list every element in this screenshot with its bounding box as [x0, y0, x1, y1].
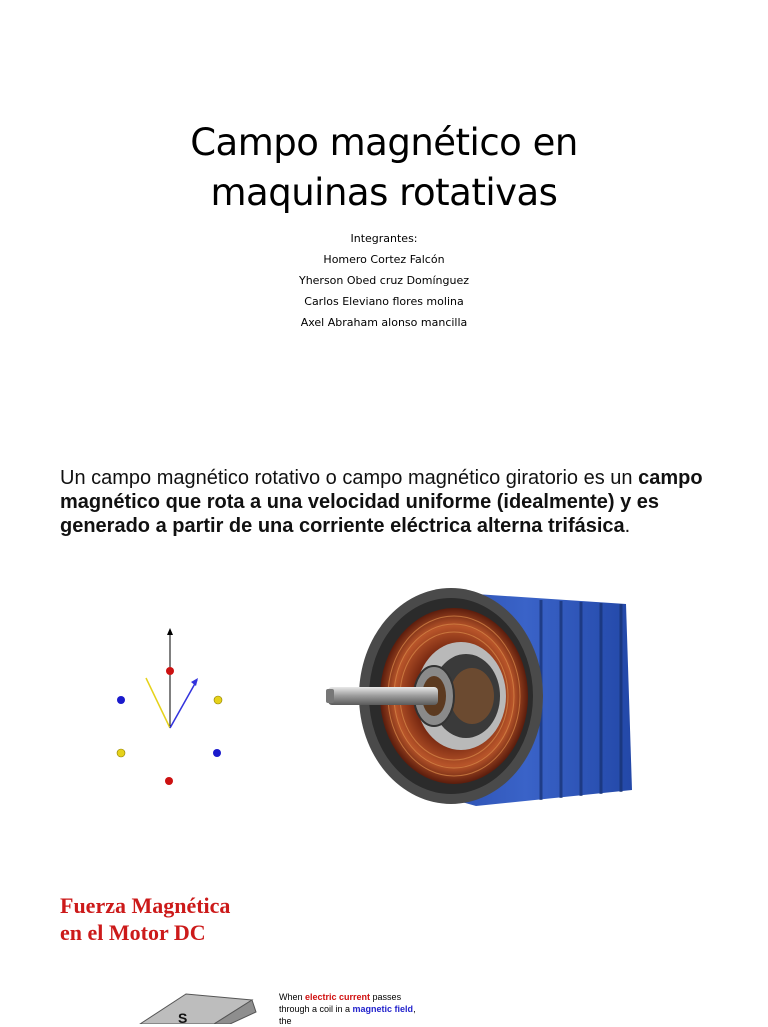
phase-dot-yellow: [214, 696, 222, 704]
caption-text: , the: [279, 1004, 416, 1026]
caption-text: passes through a coil in a: [279, 992, 402, 1014]
caption-text: When: [279, 992, 306, 1002]
dc-heading-line-2: en el Motor DC: [60, 920, 206, 945]
page-title: [0, 118, 768, 218]
phase-dot-blue: [117, 696, 125, 704]
members-list: [0, 228, 768, 333]
blue-vector-arrowhead: [191, 678, 198, 686]
dc-motor-caption: [279, 991, 419, 1027]
caption-magnetic-field: magnetic field: [352, 1004, 414, 1014]
motor-stator-image: [326, 584, 632, 810]
intro-end: .: [624, 515, 631, 537]
member-name: Homero Cortez Falcón: [323, 253, 445, 266]
intro-paragraph: [60, 466, 720, 538]
intro-bold-text: campo magnético que rota a una velocidad uniforme (idealmente) y es generado a partir de una corriente eléctrica alterna trifásica: [60, 467, 703, 537]
magnet-pole-label: S: [178, 1010, 188, 1024]
rotating-field-diagram: [100, 620, 240, 795]
phase-dot-red: [165, 777, 173, 785]
title-line-1: Campo magnético en: [190, 121, 578, 164]
intro-plain-text: Un campo magnético rotativo o campo magnético giratorio es un: [60, 467, 639, 489]
member-name: Axel Abraham alonso mancilla: [300, 316, 468, 329]
blue-vector: [170, 680, 197, 728]
member-name: Yherson Obed cruz Domínguez: [298, 274, 470, 287]
motor-shaft: [328, 687, 438, 705]
caption-electric-current: electric current: [305, 992, 371, 1002]
axis-arrowhead: [167, 628, 173, 635]
member-name: Carlos Eleviano flores molina: [304, 295, 464, 308]
members-heading: Integrantes:: [350, 232, 418, 245]
phase-dot-red: [166, 667, 174, 675]
title-line-2: maquinas rotativas: [210, 171, 558, 214]
phase-dot-yellow: [117, 749, 125, 757]
dc-motor-heading: [60, 892, 230, 946]
dc-heading-line-1: Fuerza Magnética: [60, 893, 231, 918]
yellow-vector: [146, 678, 170, 728]
phase-dot-blue: [213, 749, 221, 757]
magnet-illustration: [130, 990, 270, 1024]
